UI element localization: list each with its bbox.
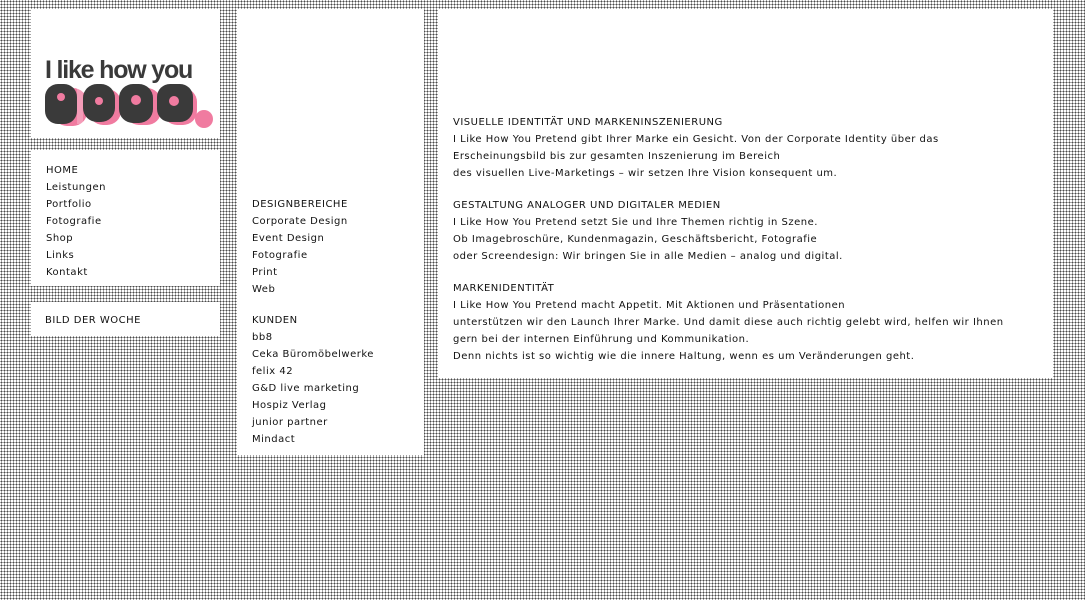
paragraph-line: oder Screendesign: Wir bringen Sie in alle Medien – analog und digital.: [453, 251, 843, 262]
paragraph-line: Denn nichts ist so wichtig wie die innere Haltung, wenn es um Veränderungen geht.: [453, 351, 915, 362]
nav-item-fotografie[interactable]: Fotografie: [46, 216, 102, 227]
content-section-medien: [453, 197, 1043, 265]
paragraph-line: I Like How You Pretend setzt Sie und Ihre Themen richtig in Szene.: [453, 217, 818, 228]
designbereiche-section: [252, 196, 348, 298]
paragraph-line: Ob Imagebroschüre, Kundenmagazin, Geschäftsbericht, Fotografie: [453, 234, 818, 245]
kunden-heading: KUNDEN: [252, 315, 298, 326]
logo-panel: [31, 9, 220, 138]
kunde-link[interactable]: Ceka Büromöbelwerke: [252, 349, 374, 360]
kunde-link[interactable]: junior partner: [252, 417, 328, 428]
designbereich-link[interactable]: Event Design: [252, 233, 325, 244]
nav-item-home[interactable]: HOME: [46, 165, 79, 176]
content-section-markenidentitaet: [453, 280, 1043, 365]
kunde-link[interactable]: Mindact: [252, 434, 296, 445]
paragraph-line: I Like How You Pretend macht Appetit. Mit Aktionen und Präsentationen: [453, 300, 846, 311]
designbereiche-heading: DESIGNBEREICHE: [252, 199, 348, 210]
kunde-link[interactable]: bb8: [252, 332, 273, 343]
paragraph-line: Erscheinungsbild bis zur gesamten Inszenierung im Bereich: [453, 151, 781, 162]
kunden-section: [252, 312, 374, 448]
main-navigation: [31, 150, 220, 286]
bild-der-woche-panel: [31, 302, 220, 336]
site-logo[interactable]: [45, 57, 217, 131]
designbereich-link[interactable]: Web: [252, 284, 276, 295]
nav-item-kontakt[interactable]: Kontakt: [46, 267, 88, 278]
designbereich-link[interactable]: Corporate Design: [252, 216, 348, 227]
section-heading: VISUELLE IDENTITÄT UND MARKENINSZENIERUNG: [453, 117, 723, 128]
bild-der-woche-title[interactable]: BILD DER WOCHE: [45, 315, 141, 326]
logo-tagline: I like how you: [45, 57, 193, 84]
paragraph-line: gern bei der internen Einführung und Kommunikation.: [453, 334, 750, 345]
nav-item-leistungen[interactable]: Leistungen: [46, 182, 106, 193]
main-content: [438, 9, 1053, 378]
categories-panel: [237, 9, 424, 455]
paragraph-line: unterstützen wir den Launch Ihrer Marke. Und damit diese auch richtig gelebt wird, helfen wir Ihnen: [453, 317, 1004, 328]
designbereich-link[interactable]: Print: [252, 267, 278, 278]
designbereich-link[interactable]: Fotografie: [252, 250, 308, 261]
content-section-identitaet: [453, 114, 1043, 182]
kunde-link[interactable]: Hospiz Verlag: [252, 400, 327, 411]
section-heading: MARKENIDENTITÄT: [453, 283, 555, 294]
section-heading: GESTALTUNG ANALOGER UND DIGITALER MEDIEN: [453, 200, 721, 211]
nav-item-links[interactable]: Links: [46, 250, 75, 261]
kunde-link[interactable]: G&D live marketing: [252, 383, 360, 394]
nav-item-portfolio[interactable]: Portfolio: [46, 199, 92, 210]
pretend-logo-icon: [45, 84, 213, 128]
nav-item-shop[interactable]: Shop: [46, 233, 74, 244]
paragraph-line: des visuellen Live-Marketings – wir setzen Ihre Vision konsequent um.: [453, 168, 838, 179]
kunde-link[interactable]: felix 42: [252, 366, 294, 377]
paragraph-line: I Like How You Pretend gibt Ihrer Marke ein Gesicht. Von der Corporate Identity über das: [453, 134, 939, 145]
